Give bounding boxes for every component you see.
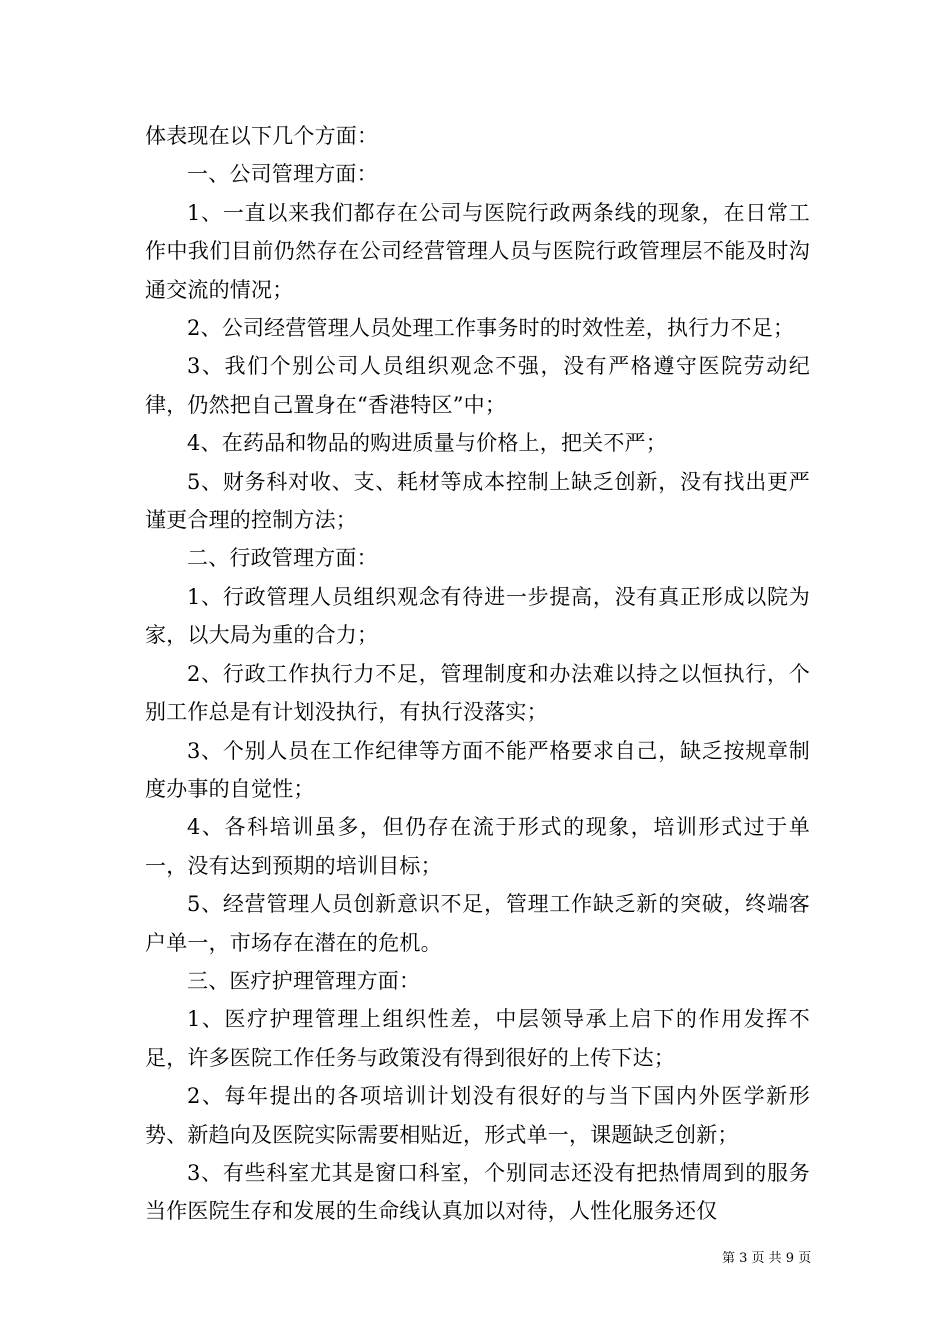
list-item: 3、个别人员在工作纪律等方面不能严格要求自己，缺乏按规章制度办事的自觉性；	[145, 738, 810, 801]
section-heading-medical-nursing: 三、医疗护理管理方面：	[187, 968, 421, 993]
section-heading-administration: 二、行政管理方面：	[187, 546, 378, 571]
list-item: 5、财务科对收、支、耗材等成本控制上缺乏创新，没有找出更严谨更合理的控制方法；	[145, 469, 810, 533]
list-item: 5、经营管理人员创新意识不足，管理工作缺乏新的突破，终端客户单一，市场存在潜在的危机。	[145, 892, 810, 955]
document-body	[145, 117, 810, 1231]
list-item: 3、有些科室尤其是窗口科室，个别同志还没有把热情周到的服务当作医院生存和发展的生命线认真加以对待，人性化服务还仅	[145, 1160, 810, 1224]
list-item: 1、一直以来我们都存在公司与医院行政两条线的现象，在日常工作中我们目前仍然存在公司经营管理人员与医院行政管理层不能及时沟通交流的情况；	[145, 200, 810, 302]
list-item: 1、医疗护理管理上组织性差，中层领导承上启下的作用发挥不足，许多医院工作任务与政策没有得到很好的上传下达；	[145, 1007, 810, 1070]
list-item: 3、我们个别公司人员组织观念不强，没有严格遵守医院劳动纪律，仍然把自己置身在“香港特区”中；	[145, 354, 810, 417]
paragraph-continuation: 体表现在以下几个方面：	[145, 124, 379, 148]
list-item: 4、各科培训虽多，但仍存在流于形式的现象，培训形式过于单一，没有达到预期的培训目标；	[145, 815, 810, 878]
list-item: 4、在药品和物品的购进质量与价格上，把关不严；	[187, 431, 667, 456]
page-number-footer: 第 3 页 共 9 页	[722, 1251, 812, 1266]
list-item: 2、行政工作执行力不足，管理制度和办法难以持之以恒执行，个别工作总是有计划没执行，有执行没落实；	[145, 661, 810, 725]
list-item: 2、每年提出的各项培训计划没有很好的与当下国内外医学新形势、新趋向及医院实际需要相贴近，形式单一，课题缺乏创新；	[145, 1084, 810, 1147]
section-heading-company: 一、公司管理方面：	[187, 162, 378, 187]
list-item: 2、公司经营管理人员处理工作事务时的时效性差，执行力不足；	[187, 316, 795, 341]
list-item: 1、行政管理人员组织观念有待进一步提高，没有真正形成以院为家，以大局为重的合力；	[145, 584, 810, 648]
